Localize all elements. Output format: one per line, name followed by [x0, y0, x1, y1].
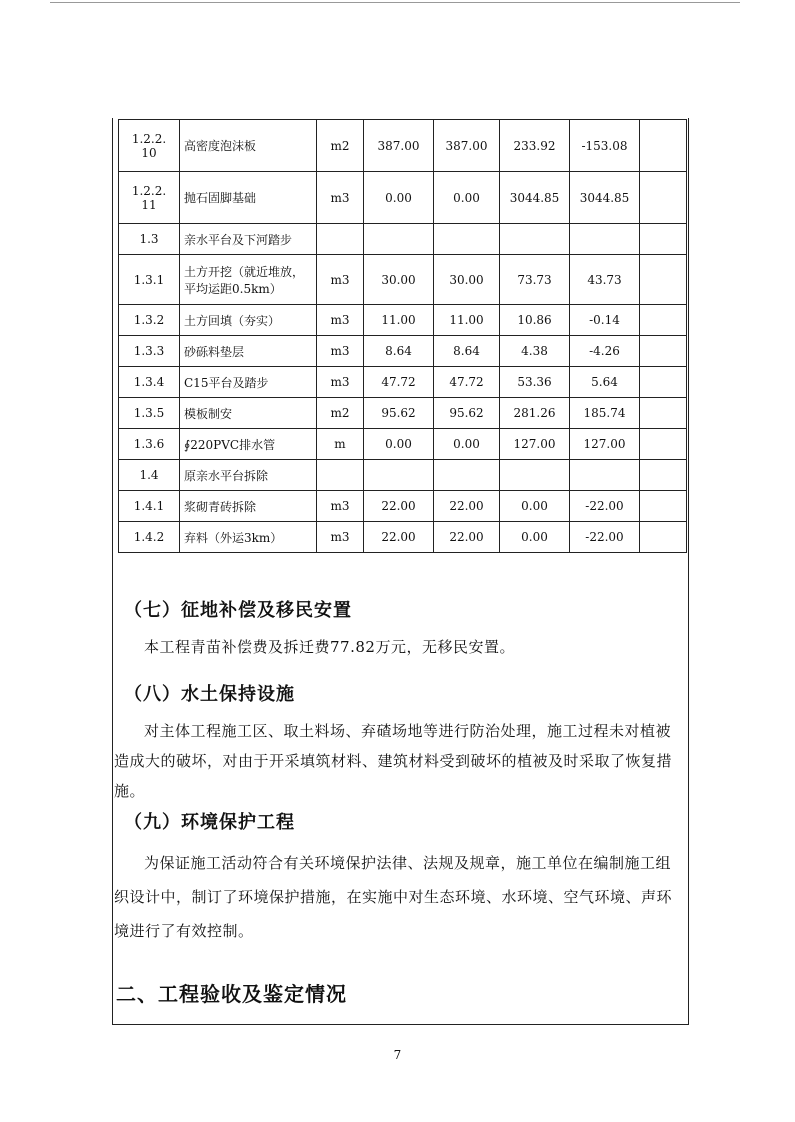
table-row — [119, 305, 687, 336]
table-row — [119, 522, 687, 553]
cell-id: 1.2.2. 10 — [119, 120, 180, 172]
section-7-title: （七）征地补偿及移民安置 — [124, 600, 352, 621]
cell-unit: m3 — [317, 255, 364, 305]
cell-note — [640, 120, 687, 172]
table-row — [119, 255, 687, 305]
cell-note — [640, 460, 687, 491]
cell-qty-b: 8.64 — [434, 336, 500, 367]
cell-note — [640, 522, 687, 553]
cell-qty-a: 47.72 — [364, 367, 434, 398]
cell-note — [640, 398, 687, 429]
cell-name: 弃料（外运3km） — [180, 522, 317, 553]
cell-qty-c: 127.00 — [500, 429, 570, 460]
top-rule — [50, 2, 740, 3]
table-row — [119, 336, 687, 367]
section-9-text: 为保证施工活动符合有关环境保护法律、法规及规章，施工单位在编制施工组织设计中，制订了环境保护措施，在实施中对生态环境、水环境、空气环境、声环境进行了有效控制。 — [114, 854, 673, 940]
cell-qty-b: 30.00 — [434, 255, 500, 305]
section-7-text: 本工程青苗补偿费及拆迁费77.82万元，无移民安置。 — [144, 638, 515, 656]
cell-qty-c: 3044.85 — [500, 172, 570, 224]
cell-qty-c: 73.73 — [500, 255, 570, 305]
cell-unit: m — [317, 429, 364, 460]
cell-id: 1.4 — [119, 460, 180, 491]
cell-qty-d: 185.74 — [570, 398, 640, 429]
cell-qty-a: 30.00 — [364, 255, 434, 305]
cell-unit: m2 — [317, 120, 364, 172]
table-row — [119, 367, 687, 398]
cell-qty-c — [500, 460, 570, 491]
cell-qty-b: 0.00 — [434, 429, 500, 460]
cell-note — [640, 491, 687, 522]
section-9-title: （九）环境保护工程 — [124, 812, 295, 833]
cell-qty-d: 127.00 — [570, 429, 640, 460]
cell-qty-d: 3044.85 — [570, 172, 640, 224]
table-row — [119, 172, 687, 224]
cell-unit: m3 — [317, 172, 364, 224]
cell-qty-d: -4.26 — [570, 336, 640, 367]
cell-qty-d — [570, 460, 640, 491]
page-number: 7 — [393, 1048, 402, 1062]
cell-name: 模板制安 — [180, 398, 317, 429]
cell-qty-a: 387.00 — [364, 120, 434, 172]
cell-name: 原亲水平台拆除 — [180, 460, 317, 491]
quantity-table — [118, 119, 687, 553]
chapter-2-heading: 二、工程验收及鉴定情况 — [116, 982, 347, 1006]
table-row — [119, 120, 687, 172]
cell-name: 高密度泡沫板 — [180, 120, 317, 172]
cell-qty-c — [500, 224, 570, 255]
cell-qty-c: 281.26 — [500, 398, 570, 429]
cell-note — [640, 367, 687, 398]
section-8-title: （八）水土保持设施 — [124, 684, 295, 705]
cell-unit: m3 — [317, 305, 364, 336]
table-body — [119, 120, 687, 553]
cell-note — [640, 172, 687, 224]
cell-id: 1.3.6 — [119, 429, 180, 460]
cell-note — [640, 336, 687, 367]
cell-id: 1.4.1 — [119, 491, 180, 522]
cell-qty-c: 53.36 — [500, 367, 570, 398]
cell-name: 浆砌青砖拆除 — [180, 491, 317, 522]
cell-id: 1.4.2 — [119, 522, 180, 553]
cell-qty-a: 11.00 — [364, 305, 434, 336]
cell-qty-a: 22.00 — [364, 491, 434, 522]
cell-qty-b: 47.72 — [434, 367, 500, 398]
cell-qty-a: 22.00 — [364, 522, 434, 553]
cell-id: 1.3.5 — [119, 398, 180, 429]
cell-id: 1.2.2. 11 — [119, 172, 180, 224]
cell-id: 1.3.3 — [119, 336, 180, 367]
cell-qty-a — [364, 224, 434, 255]
table-row — [119, 398, 687, 429]
cell-id: 1.3.2 — [119, 305, 180, 336]
cell-qty-c: 10.86 — [500, 305, 570, 336]
cell-qty-b: 22.00 — [434, 522, 500, 553]
cell-qty-a: 0.00 — [364, 172, 434, 224]
cell-name: 抛石固脚基础 — [180, 172, 317, 224]
cell-qty-b: 95.62 — [434, 398, 500, 429]
table-row — [119, 491, 687, 522]
cell-qty-a: 95.62 — [364, 398, 434, 429]
cell-qty-a: 8.64 — [364, 336, 434, 367]
cell-id: 1.3.1 — [119, 255, 180, 305]
cell-note — [640, 429, 687, 460]
cell-unit — [317, 224, 364, 255]
cell-unit: m3 — [317, 336, 364, 367]
cell-unit: m2 — [317, 398, 364, 429]
cell-qty-b — [434, 460, 500, 491]
cell-qty-d: -22.00 — [570, 491, 640, 522]
cell-qty-d: -153.08 — [570, 120, 640, 172]
section-8-text: 对主体工程施工区、取土料场、弃碴场地等进行防治处理，施工过程未对植被造成大的破坏，对由于开采填筑材料、建筑材料受到破坏的植被及时采取了恢复措施。 — [114, 722, 673, 800]
cell-name: 土方回填（夯实） — [180, 305, 317, 336]
cell-unit — [317, 460, 364, 491]
cell-name: 砂砾料垫层 — [180, 336, 317, 367]
cell-qty-b: 11.00 — [434, 305, 500, 336]
table-row — [119, 429, 687, 460]
cell-id: 1.3 — [119, 224, 180, 255]
cell-qty-d: 5.64 — [570, 367, 640, 398]
cell-unit: m3 — [317, 367, 364, 398]
table-row — [119, 224, 687, 255]
cell-qty-a: 0.00 — [364, 429, 434, 460]
cell-qty-c: 0.00 — [500, 491, 570, 522]
cell-unit: m3 — [317, 491, 364, 522]
cell-note — [640, 255, 687, 305]
cell-qty-d: 43.73 — [570, 255, 640, 305]
cell-qty-b: 387.00 — [434, 120, 500, 172]
cell-qty-d: -0.14 — [570, 305, 640, 336]
cell-name: 亲水平台及下河踏步 — [180, 224, 317, 255]
table-row — [119, 460, 687, 491]
cell-qty-a — [364, 460, 434, 491]
cell-note — [640, 305, 687, 336]
cell-qty-c: 233.92 — [500, 120, 570, 172]
cell-unit: m3 — [317, 522, 364, 553]
cell-name: 土方开挖（就近堆放， 平均运距0.5km） — [180, 255, 317, 305]
cell-name: C15平台及踏步 — [180, 367, 317, 398]
cell-qty-b: 0.00 — [434, 172, 500, 224]
cell-qty-d — [570, 224, 640, 255]
cell-name: ∮220PVC排水管 — [180, 429, 317, 460]
cell-qty-b — [434, 224, 500, 255]
cell-id: 1.3.4 — [119, 367, 180, 398]
cell-qty-c: 0.00 — [500, 522, 570, 553]
cell-qty-c: 4.38 — [500, 336, 570, 367]
cell-qty-d: -22.00 — [570, 522, 640, 553]
cell-note — [640, 224, 687, 255]
cell-qty-b: 22.00 — [434, 491, 500, 522]
